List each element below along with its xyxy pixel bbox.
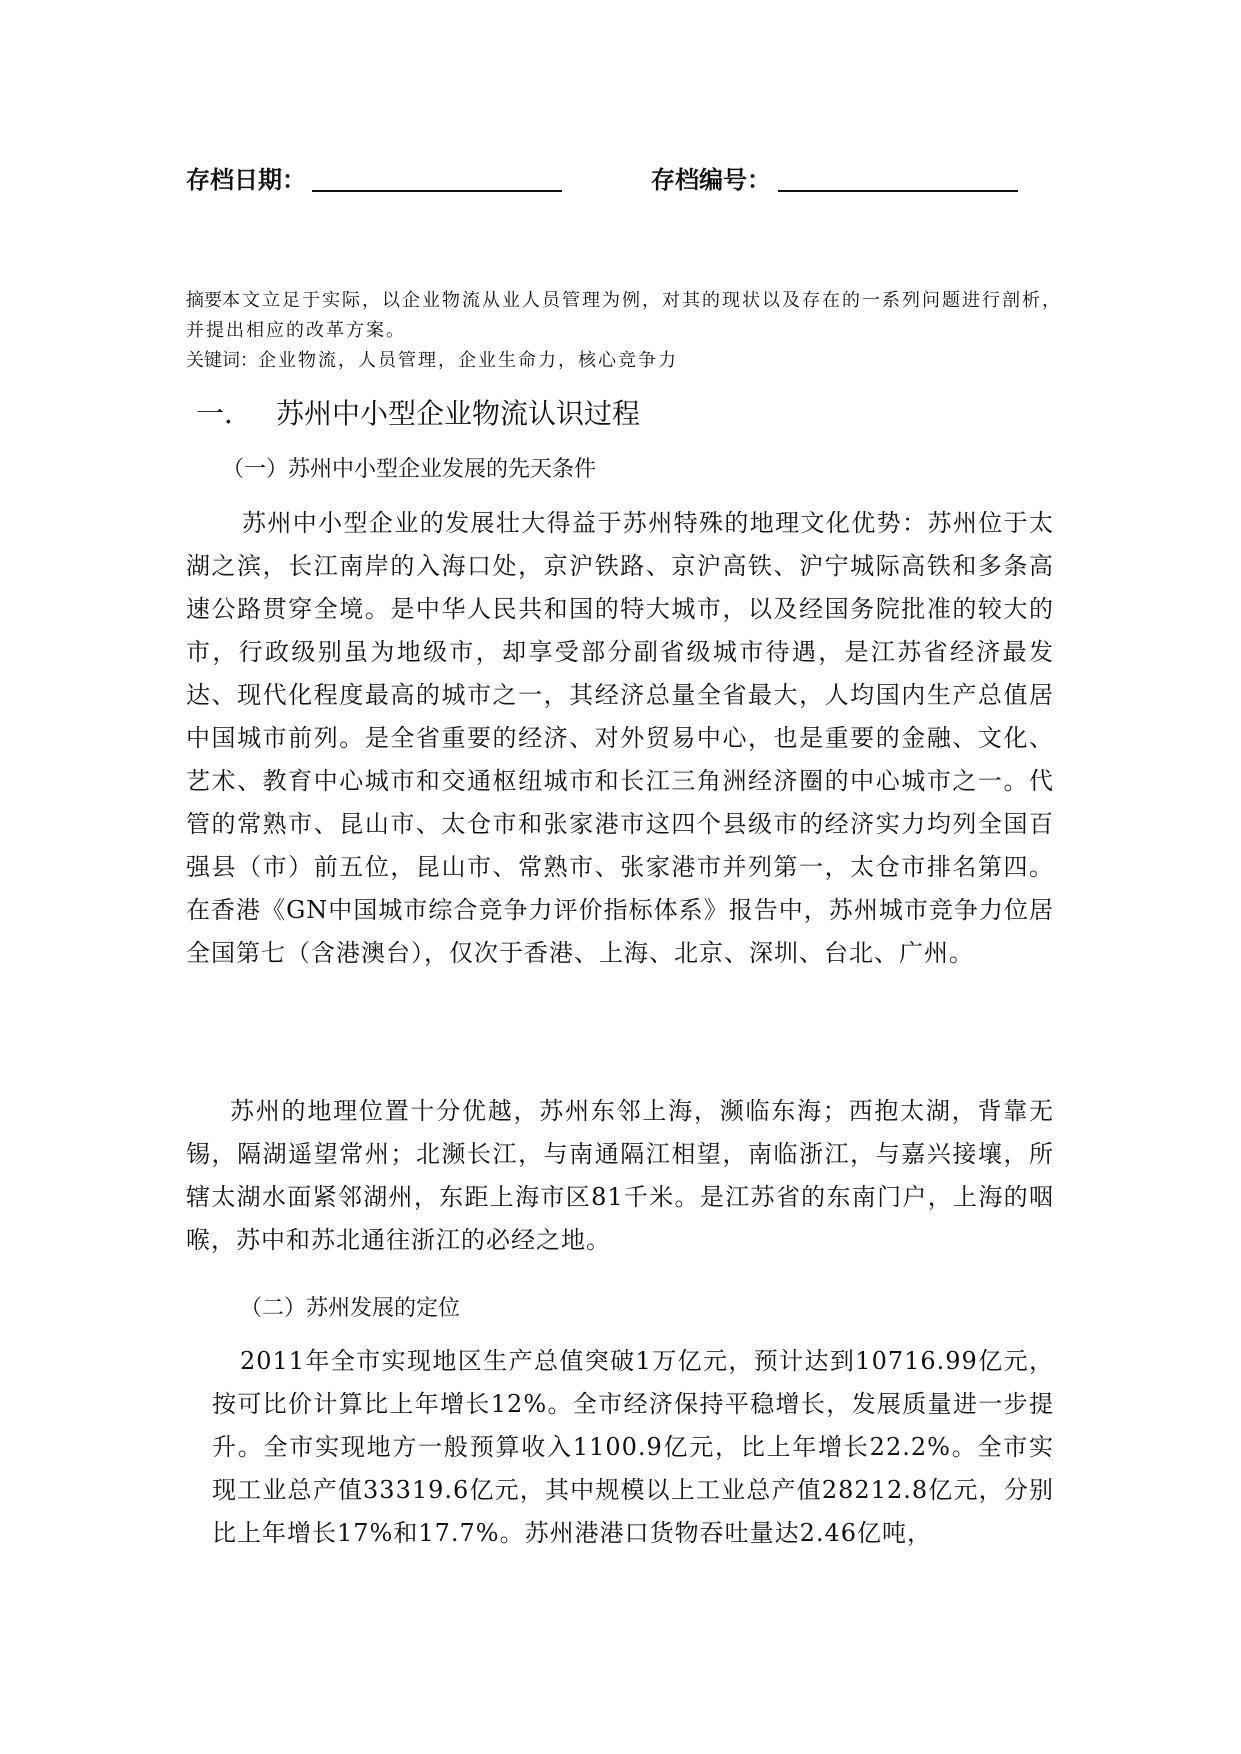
section-1-title: 苏州中小型企业物流认识过程 — [276, 397, 641, 430]
keywords — [186, 346, 1066, 376]
subsection-1-heading: （一）苏州中小型企业发展的先天条件 — [222, 457, 597, 482]
abstract — [186, 286, 1066, 346]
abstract-label: 摘要 — [186, 290, 222, 311]
paragraph-1: 苏州中小型企业的发展壮大得益于苏州特殊的地理文化优势：苏州位于太湖之滨，长江南岸的入海口处，京沪铁路、京沪高铁、沪宁城际高铁和多条高速公路贯穿全境。是中华人民共和国的特大城市，以及经国务院批准的较大的市，行政级别虽为地级市，却享受部分副省级城市待遇，是江苏省经济最发达、现代化程度最高的城市之一，其经济总量全省最大，人均国内生产总值居中国城市前列。是全省重要的经济、对外贸易中心，也是重要的金融、文化、艺术、教育中心城市和交通枢纽城市和长江三角洲经济圈的中心城市之一。代管的常熟市、昆山市、太仓市和张家港市这四个县级市的经济实力均列全国百强县（市）前五位，昆山市、常熟市、张家港市并列第一，太仓市排名第四。在香港《GN中国城市综合竞争力评价指标体系》报告中，苏州城市竞争力位居全国第七（含港澳台），仅次于香港、上海、北京、深圳、台北、广州。 — [186, 509, 1054, 967]
abstract-text: 本文立足于实际，以企业物流从业人员管理为例，对其的现状以及存在的一系列问题进行剖析，并提出相应的改革方案。 — [186, 290, 1062, 341]
archive-number-label: 存档编号： — [651, 166, 771, 194]
archive-date-blank — [312, 190, 562, 192]
section-1-heading — [196, 394, 640, 434]
archive-date-label: 存档日期： — [186, 166, 306, 194]
archive-header — [186, 160, 1066, 200]
archive-number-blank — [778, 190, 1018, 192]
subsection-2-heading: （二）苏州发展的定位 — [240, 1296, 461, 1321]
section-1-number: 一． — [196, 397, 253, 430]
paragraph-2: 苏州的地理位置十分优越，苏州东邻上海，濒临东海；西抱太湖，背靠无锡，隔湖遥望常州；北濒长江，与南通隔江相望，南临浙江，与嘉兴接壤，所辖太湖水面紧邻湖州，东距上海市区81千米。是江苏省的东南门户，上海的咽喉，苏中和苏北通往浙江的必经之地。 — [186, 1097, 1054, 1254]
paragraph-3: 2011年全市实现地区生产总值突破1万亿元，预计达到10716.99亿元，按可比价计算比上年增长12%。全市经济保持平稳增长，发展质量进一步提升。全市实现地方一般预算收入1100.9亿元，比上年增长22.2%。全市实现工业总产值33319.6亿元，其中规模以上工业总产值28212.8亿元，分别比上年增长17%和17.7%。苏州港港口货物吞吐量达2.46亿吨， — [212, 1347, 1054, 1547]
keywords-text: 企业物流，人员管理，企业生命力，核心竞争力 — [258, 350, 678, 371]
keywords-label: 关键词： — [186, 350, 258, 371]
